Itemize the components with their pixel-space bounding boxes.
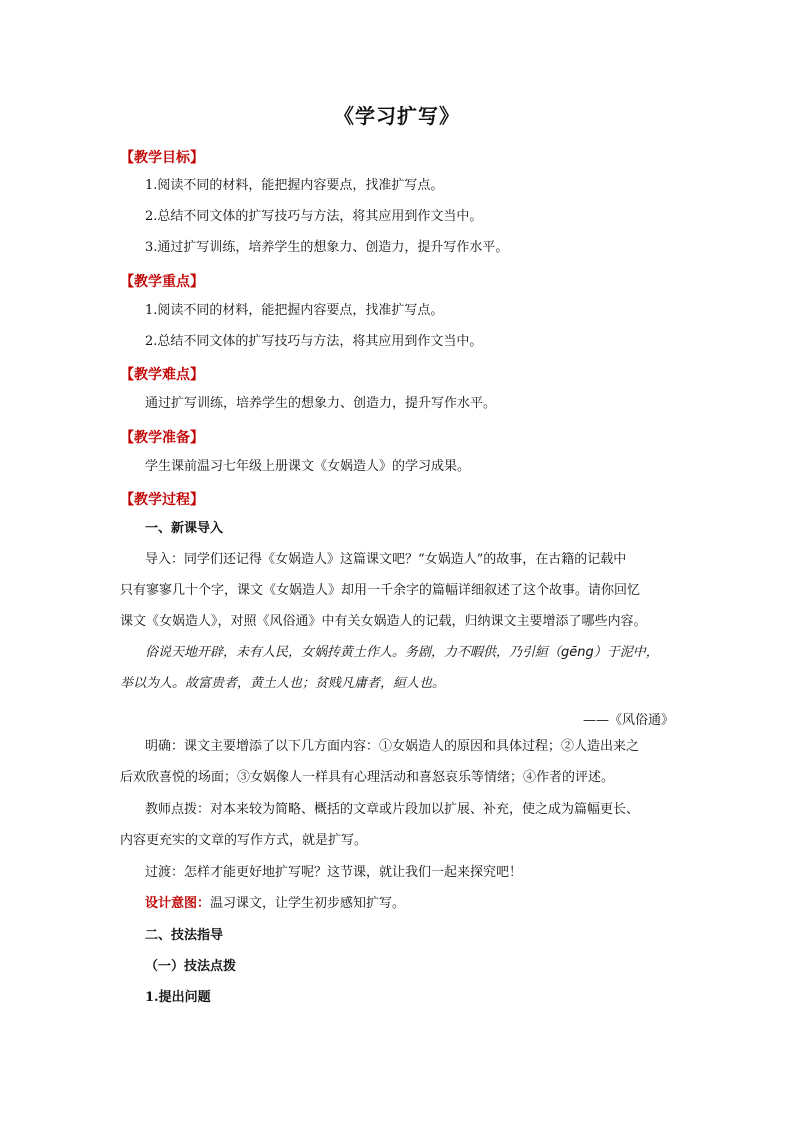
objective-item: 2.总结不同文体的扩写技巧与方法，将其应用到作文当中。 [145, 209, 483, 224]
design-intent [145, 897, 405, 910]
clarify-line: 后欢欣喜悦的场面；③女娲像人一样具有心理活动和喜怒哀乐等情绪；④作者的评述。 [120, 770, 615, 785]
process-heading: 【教学过程】 [120, 492, 204, 508]
document-title: 《学习扩写》 [334, 104, 460, 128]
key-point-item: 1.阅读不同的材料，能把握内容要点，找准扩写点。 [145, 303, 444, 318]
objective-item: 1.阅读不同的材料，能把握内容要点，找准扩写点。 [145, 178, 444, 193]
intro-line: 课文《女娲造人》，对照《风俗通》中有关女娲造人的记载，归纳课文主要增添了哪些内容。 [120, 614, 647, 629]
sub1-item: 1.提出问题 [145, 990, 211, 1005]
part2-heading: 二、技法指导 [145, 928, 224, 943]
transition-line: 过渡：怎样才能更好地扩写呢？这节课，就让我们一起来探究吧！ [145, 865, 523, 880]
key-point-item: 2.总结不同文体的扩写技巧与方法，将其应用到作文当中。 [145, 334, 483, 349]
part1-heading: 一、新课导入 [145, 521, 224, 536]
quote-line: 俗说天地开辟，未有人民，女娲抟黄土作人。务剧，力不暇供，乃引絙（gēng）于泥中， [145, 645, 659, 660]
quote-line: 举以为人。故富贵者，黄土人也；贫贱凡庸者，絙人也。 [120, 676, 446, 691]
difficulties-heading: 【教学难点】 [120, 367, 204, 383]
difficulties-text: 通过扩写训练，培养学生的想象力、创造力，提升写作水平。 [145, 396, 497, 411]
preparation-heading: 【教学准备】 [120, 430, 204, 446]
clarify-line: 明确：课文主要增添了以下几方面内容：①女娲造人的原因和具体过程；②人造出来之 [145, 739, 640, 754]
intro-line: 导入：同学们还记得《女娲造人》这篇课文吧？“女娲造人”的故事，在古籍的记载中 [145, 552, 627, 567]
design-intent-text: 温习课文，让学生初步感知扩写。 [210, 896, 406, 911]
sub1-heading: （一）技法点拨 [145, 959, 237, 974]
teacher-line: 内容更充实的文章的写作方式，就是扩写。 [120, 833, 368, 848]
preparation-text: 学生课前温习七年级上册课文《女娲造人》的学习成果。 [145, 459, 471, 474]
intro-line: 只有寥寥几十个字，课文《女娲造人》却用一千余字的篇幅详细叙述了这个故事。请你回忆 [120, 583, 641, 598]
objective-item: 3.通过扩写训练，培养学生的想象力、创造力，提升写作水平。 [145, 240, 509, 255]
objectives-heading: 【教学目标】 [120, 150, 204, 166]
design-intent-label: 设计意图： [145, 896, 211, 911]
teacher-line: 教师点拨：对本来较为简略、概括的文章或片段加以扩展、补充，使之成为篇幅更长、 [145, 802, 640, 817]
quote-source: ——《风俗通》 [582, 713, 674, 728]
key-points-heading: 【教学重点】 [120, 274, 204, 290]
